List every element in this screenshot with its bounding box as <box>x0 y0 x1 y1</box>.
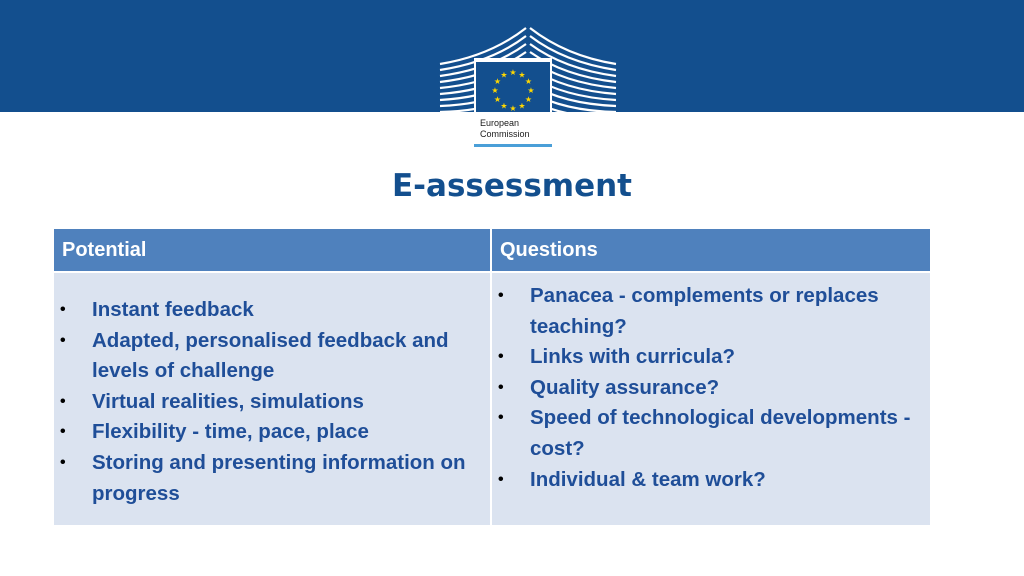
bullet-icon: • <box>498 378 504 396</box>
header-potential: Potential <box>53 228 491 272</box>
questions-list <box>492 273 930 495</box>
header-questions: Questions <box>491 228 931 272</box>
logo-text-commission: Commission <box>480 129 530 139</box>
svg-text:★: ★ <box>524 77 533 86</box>
svg-text:★: ★ <box>500 101 508 111</box>
list-item: • Links with curricula? <box>492 342 930 373</box>
list-item: • Instant feedback <box>54 295 490 326</box>
comparison-table <box>52 227 932 527</box>
bullet-icon: • <box>498 348 504 366</box>
svg-text:★: ★ <box>518 101 526 111</box>
svg-text:★: ★ <box>524 95 533 104</box>
svg-text:★: ★ <box>527 86 535 95</box>
svg-text:★: ★ <box>491 86 499 95</box>
svg-text:★: ★ <box>493 77 502 86</box>
svg-text:★: ★ <box>509 104 517 113</box>
list-item: • Individual & team work? <box>492 465 930 496</box>
potential-cell <box>53 272 491 526</box>
potential-list <box>54 273 490 509</box>
svg-text:★: ★ <box>509 68 517 77</box>
table-row <box>53 272 931 526</box>
svg-text:★: ★ <box>518 70 526 80</box>
list-item: • Virtual realities, simulations <box>54 387 490 418</box>
list-item: • Speed of technological developments -cost? <box>492 403 930 464</box>
bullet-icon: • <box>498 470 504 488</box>
bullet-icon: • <box>498 287 504 304</box>
svg-text:★: ★ <box>500 70 508 80</box>
bullet-icon: • <box>60 301 66 318</box>
bullet-icon: • <box>498 409 504 427</box>
table-header-row <box>53 228 931 272</box>
list-item: • Flexibility - time, pace, place <box>54 417 490 448</box>
bullet-icon: • <box>60 453 66 471</box>
list-item: • Quality assurance? <box>492 373 930 404</box>
bullet-icon: • <box>60 331 66 349</box>
questions-cell <box>491 272 931 526</box>
bullet-icon: • <box>60 392 66 410</box>
list-item: • Panacea - complements or replaces teaching? <box>492 281 930 342</box>
slide-title: E-assessment <box>391 168 632 204</box>
list-item: • Adapted, personalised feedback and levels of challenge <box>54 326 490 387</box>
svg-text:★: ★ <box>493 95 502 104</box>
european-commission-logo <box>430 18 626 154</box>
bullet-icon: • <box>60 423 66 441</box>
list-item: • Storing and presenting information on progress <box>54 448 490 509</box>
logo-text-european: European <box>480 118 520 128</box>
